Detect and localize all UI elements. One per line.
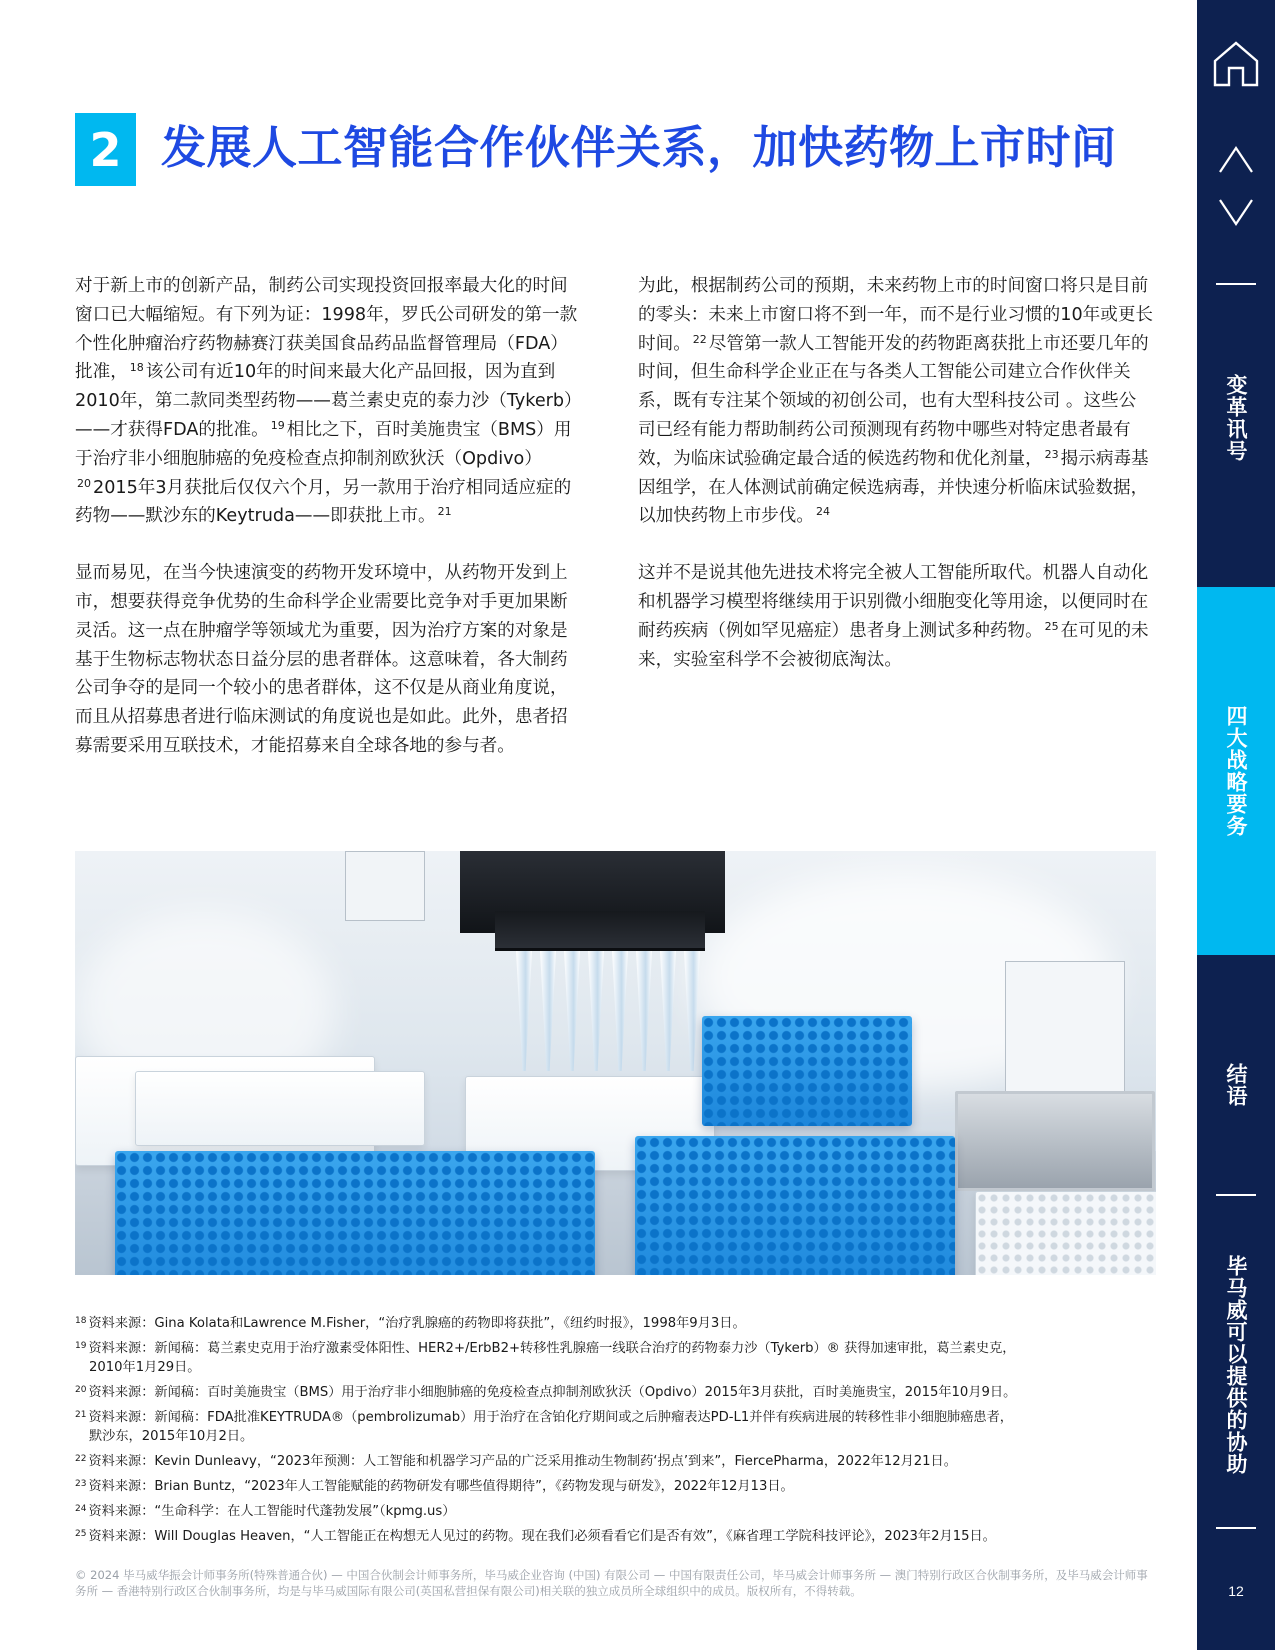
paragraph-text: 对于新上市的创新产品，制药公司实现投资回报率最大化的时间窗口已大幅缩短。有下列为证：1998年，罗氏公司研发的第一款个性化肿瘤治疗药物赫赛汀获美国食品药品监督管理局（FDA）批准，: [75, 276, 578, 383]
paragraph-text: 该公司有近10年的时间来最大化产品回报，因为直到2010年，第二款同类型药物——葛兰素史克的泰力沙（Tykerb）——才获得FDA的批准。: [75, 362, 573, 440]
tab-label: 毕马威可以提供的协助: [1224, 1255, 1248, 1475]
footnote-number: 18: [75, 1316, 87, 1326]
paragraph-text: 在可见的未来，实验室科学不会被彻底淘汰。: [638, 620, 1149, 670]
home-icon[interactable]: [1197, 38, 1275, 90]
body-column-left: [75, 272, 580, 789]
footnote-reference[interactable]: 18: [129, 361, 144, 375]
tab-signals-of-change[interactable]: [1197, 340, 1275, 495]
footnote: [75, 1381, 1155, 1402]
tab-strategic-imperatives[interactable]: [1197, 587, 1275, 955]
paragraph-text: 2015年3月获批后仅仅六个月，另一款用于治疗相同适应症的药物——默沙东的Keytruda——即获批上市。: [75, 477, 572, 527]
footnote-text: 资料来源：“生命科学：在人工智能时代蓬勃发展”（kpmg.us）: [88, 1504, 456, 1519]
previous-page-icon[interactable]: [1197, 140, 1275, 180]
next-page-icon[interactable]: [1197, 192, 1275, 232]
section-title: 发展人工智能合作伙伴关系，加快药物上市时间: [161, 121, 1117, 174]
footnote: [75, 1475, 1155, 1496]
footnote-text: 资料来源：新闻稿：百时美施贵宝（BMS）用于治疗非小细胞肺癌的免疫检查点抑制剂欧狄沃（Opdivo）2015年3月获批，百时美施贵宝，2015年10月9日。: [88, 1385, 1017, 1400]
footnote-number: 25: [75, 1529, 87, 1539]
footnote-reference[interactable]: 25: [1044, 619, 1059, 633]
footnote-text: 资料来源：新闻稿：葛兰素史克用于治疗激素受体阳性、HER2+/ErbB2+转移性乳腺癌一线联合治疗的药物泰力沙（Tykerb）® 获得加速审批，葛兰素史克，: [88, 1341, 1016, 1356]
body-paragraph: [75, 559, 580, 761]
sidebar-divider: [1216, 1527, 1256, 1529]
footnote-reference[interactable]: 24: [815, 505, 830, 519]
tab-label: 四大战略要务: [1224, 705, 1248, 837]
footnote-number: 21: [75, 1410, 87, 1420]
footnote-text: 资料来源：新闻稿：FDA批准KEYTRUDA®（pembrolizumab）用于治疗在含铂化疗期间或之后肿瘤表达PD-L1并伴有疾病进展的转移性非小细胞肺癌患者，: [88, 1410, 1013, 1425]
body-column-right: [638, 272, 1153, 702]
footnote: [75, 1500, 1155, 1521]
footnote-text-continued: 默沙东，2015年10月2日。: [89, 1429, 254, 1444]
lab-automation-photo: [75, 851, 1156, 1275]
footnote-reference[interactable]: 20: [77, 476, 91, 490]
paragraph-text: 尽管第一款人工智能开发的药物距离获批上市还要几年的时间，但生命科学企业正在与各类人工智能公司建立合作伙伴关系，既有专注某个领域的初创公司，也有大型科技公司 。这些公司已经有能力帮助制药公司预测现有药物中哪些对特定患者最有效，为临床试验确定最合适的候选药物和优化剂量，: [638, 333, 1149, 469]
tab-label: 变革讯号: [1224, 373, 1248, 462]
footnote-text: 资料来源：Kevin Dunleavy，“2023年预测：人工智能和机器学习产品的广泛采用推动生物制药‘拐点’到来”，FiercePharma，2022年12月21日。: [88, 1454, 957, 1469]
paragraph-text: 相比之下，百时美施贵宝（BMS）用于治疗非小细胞肺癌的免疫检查点抑制剂欧狄沃（Opdivo）: [75, 419, 572, 469]
paragraph-text: 揭示病毒基因组学，在人体测试前确定候选病毒，并快速分析临床试验数据，以加快药物上市步伐。: [638, 448, 1149, 527]
footnote: [75, 1525, 1155, 1546]
footnote-text: 资料来源：Will Douglas Heaven，“人工智能正在构想无人见过的药物。现在我们必须看看它们是否有效”，《麻省理工学院科技评论》，2023年2月15日。: [88, 1529, 996, 1544]
sidebar-divider: [1216, 1194, 1256, 1196]
footnote-text: 资料来源：Gina Kolata和Lawrence M.Fisher，“治疗乳腺癌的药物即将获批”，《纽约时报》，1998年9月3日。: [88, 1316, 746, 1331]
footnote-text: 资料来源：Brian Buntz，“2023年人工智能赋能的药物研发有哪些值得期待”，《药物发现与研发》，2022年12月13日。: [88, 1479, 794, 1494]
copyright-notice: © 2024 毕马威华振会计师事务所(特殊普通合伙) — 中国合伙制会计师事务所，毕马威企业咨询 (中国) 有限公司 — 中国有限责任公司，毕马威会计师事务所 — 澳门特别行政区合伙制事务所，及毕马威会计师事务所 — 香港特别行政区合伙制事务所，均是与毕马威国际有限公司(英国私营担保有限公司)相关联的独立成员所全球组织中的成员。版权所有，不得转载。: [75, 1568, 1148, 1598]
footnote-reference[interactable]: 21: [437, 505, 452, 519]
footnote-number: 19: [75, 1341, 87, 1351]
section-navigation-sidebar: [1197, 0, 1275, 1650]
footnote-number: 22: [75, 1454, 87, 1464]
body-paragraph: [75, 272, 580, 531]
footnotes: [75, 1312, 1155, 1550]
footnote: [75, 1312, 1155, 1333]
tab-conclusion[interactable]: [1197, 1035, 1275, 1135]
footnote: [75, 1406, 1155, 1446]
footnote-number: 20: [75, 1385, 87, 1395]
sidebar-divider: [1216, 283, 1256, 285]
paragraph-text: 这并不是说其他先进技术将完全被人工智能所取代。机器人自动化和机器学习模型将继续用于识别微小细胞变化等用途，以便同时在耐药疾病（例如罕见癌症）患者身上测试多种药物。: [638, 563, 1149, 641]
footnote-text-continued: 2010年1月29日。: [89, 1360, 201, 1375]
tab-label: 结语: [1224, 1063, 1248, 1107]
page-number: 12: [1228, 1583, 1244, 1599]
footnote-reference[interactable]: 23: [1044, 447, 1059, 461]
footnote-reference[interactable]: 22: [692, 332, 707, 346]
paragraph-text: 为此，根据制药公司的预期，未来药物上市的时间窗口将只是目前的零头：未来上市窗口将不到一年，而不是行业习惯的10年或更长时间。: [638, 276, 1154, 354]
footnote: [75, 1450, 1155, 1471]
footnote-number: 23: [75, 1479, 87, 1489]
footnote-number: 24: [75, 1504, 87, 1514]
body-paragraph: [638, 272, 1153, 531]
footnote-reference[interactable]: 19: [270, 418, 285, 432]
tab-how-kpmg-can-help[interactable]: [1197, 1250, 1275, 1480]
body-paragraph: [638, 559, 1153, 674]
paragraph-text: 显而易见，在当今快速演变的药物开发环境中，从药物开发到上市，想要获得竞争优势的生命科学企业需要比竞争对手更加果断灵活。这一点在肿瘤学等领域尤为重要，因为治疗方案的对象是基于生物标志物状态日益分层的患者群体。这意味着，各大制药公司争夺的是同一个较小的患者群体，这不仅是从商业角度说，而且从招募患者进行临床测试的角度说也是如此。此外，患者招募需要采用互联技术，才能招募来自全球各地的参与者。: [75, 563, 568, 756]
section-number-badge: 2: [75, 113, 136, 186]
footnote: [75, 1337, 1155, 1377]
